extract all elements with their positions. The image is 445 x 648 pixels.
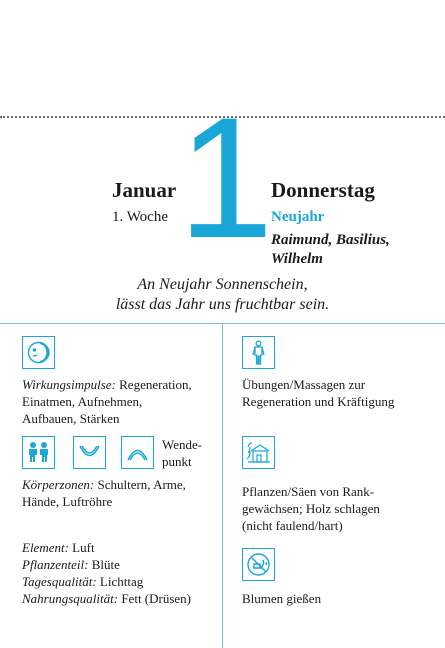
element-value: Luft — [68, 540, 95, 555]
exercise-text — [242, 376, 445, 410]
garden-line-3: (nicht faulend/hart) — [242, 518, 343, 533]
impulse-label: Wirkungsimpulse: — [22, 377, 116, 392]
body-zones-label: Körperzonen: — [22, 477, 95, 492]
body-zones-line-2: Hände, Luftröhre — [22, 494, 113, 509]
gemini-sign-icon — [22, 436, 55, 469]
holiday-label: Neujahr — [271, 209, 325, 225]
proverb-line-2: lässt das Jahr uns fruchtbar sein. — [115, 296, 330, 313]
plant-part-value: Blüte — [88, 557, 120, 572]
ascending-moon-icon — [73, 436, 106, 469]
name-days-line-2: Wilhelm — [271, 251, 323, 267]
plant-part-label: Pflanzenteil: — [22, 557, 89, 572]
proverb-line-1: An Neujahr Sonnenschein, — [137, 276, 308, 293]
turning-point-icon — [121, 436, 154, 469]
name-days — [271, 231, 441, 269]
day-quality-label: Tagesqualität: — [22, 574, 97, 589]
exercise-line-1: Übungen/Massagen zur — [242, 377, 366, 392]
garden-text — [242, 483, 445, 534]
weekday-label: Donnerstag — [271, 178, 375, 202]
turning-point-line-2: punkt — [162, 454, 192, 469]
name-days-line-1: Raimund, Basilius, — [271, 232, 390, 248]
day-number: 1 — [178, 82, 274, 274]
garden-shed-icon — [242, 436, 275, 469]
exercise-line-2: Regeneration und Kräftigung — [242, 394, 395, 409]
impulse-text — [22, 376, 227, 427]
element-label: Element: — [22, 540, 69, 555]
flowers-text: Blumen gießen — [242, 591, 322, 606]
food-quality-value: Fett (Drüsen) — [118, 591, 192, 606]
impulse-line-3: Aufbauen, Stärken — [22, 411, 120, 426]
food-quality-label: Nahrungsqualität: — [22, 591, 119, 606]
waning-moon-icon — [22, 336, 55, 369]
impulse-line-1: Regeneration, — [115, 377, 192, 392]
turning-point-line-1: Wende- — [162, 437, 203, 452]
garden-line-1: Pflanzen/Säen von Rank- — [242, 484, 375, 499]
impulse-line-2: Einatmen, Aufnehmen, — [22, 394, 143, 409]
day-quality-value: Lichttag — [96, 574, 144, 589]
no-watering-icon — [242, 548, 275, 581]
body-zones-line-1: Schultern, Arme, — [94, 477, 186, 492]
body-zones-text — [22, 476, 227, 510]
month-label: Januar — [112, 178, 177, 202]
turning-point-text — [162, 436, 222, 470]
human-figure-icon — [242, 336, 275, 369]
week-label: 1. Woche — [112, 209, 169, 225]
garden-line-2: gewächsen; Holz schlagen — [242, 501, 380, 516]
qualities-text — [22, 539, 227, 607]
